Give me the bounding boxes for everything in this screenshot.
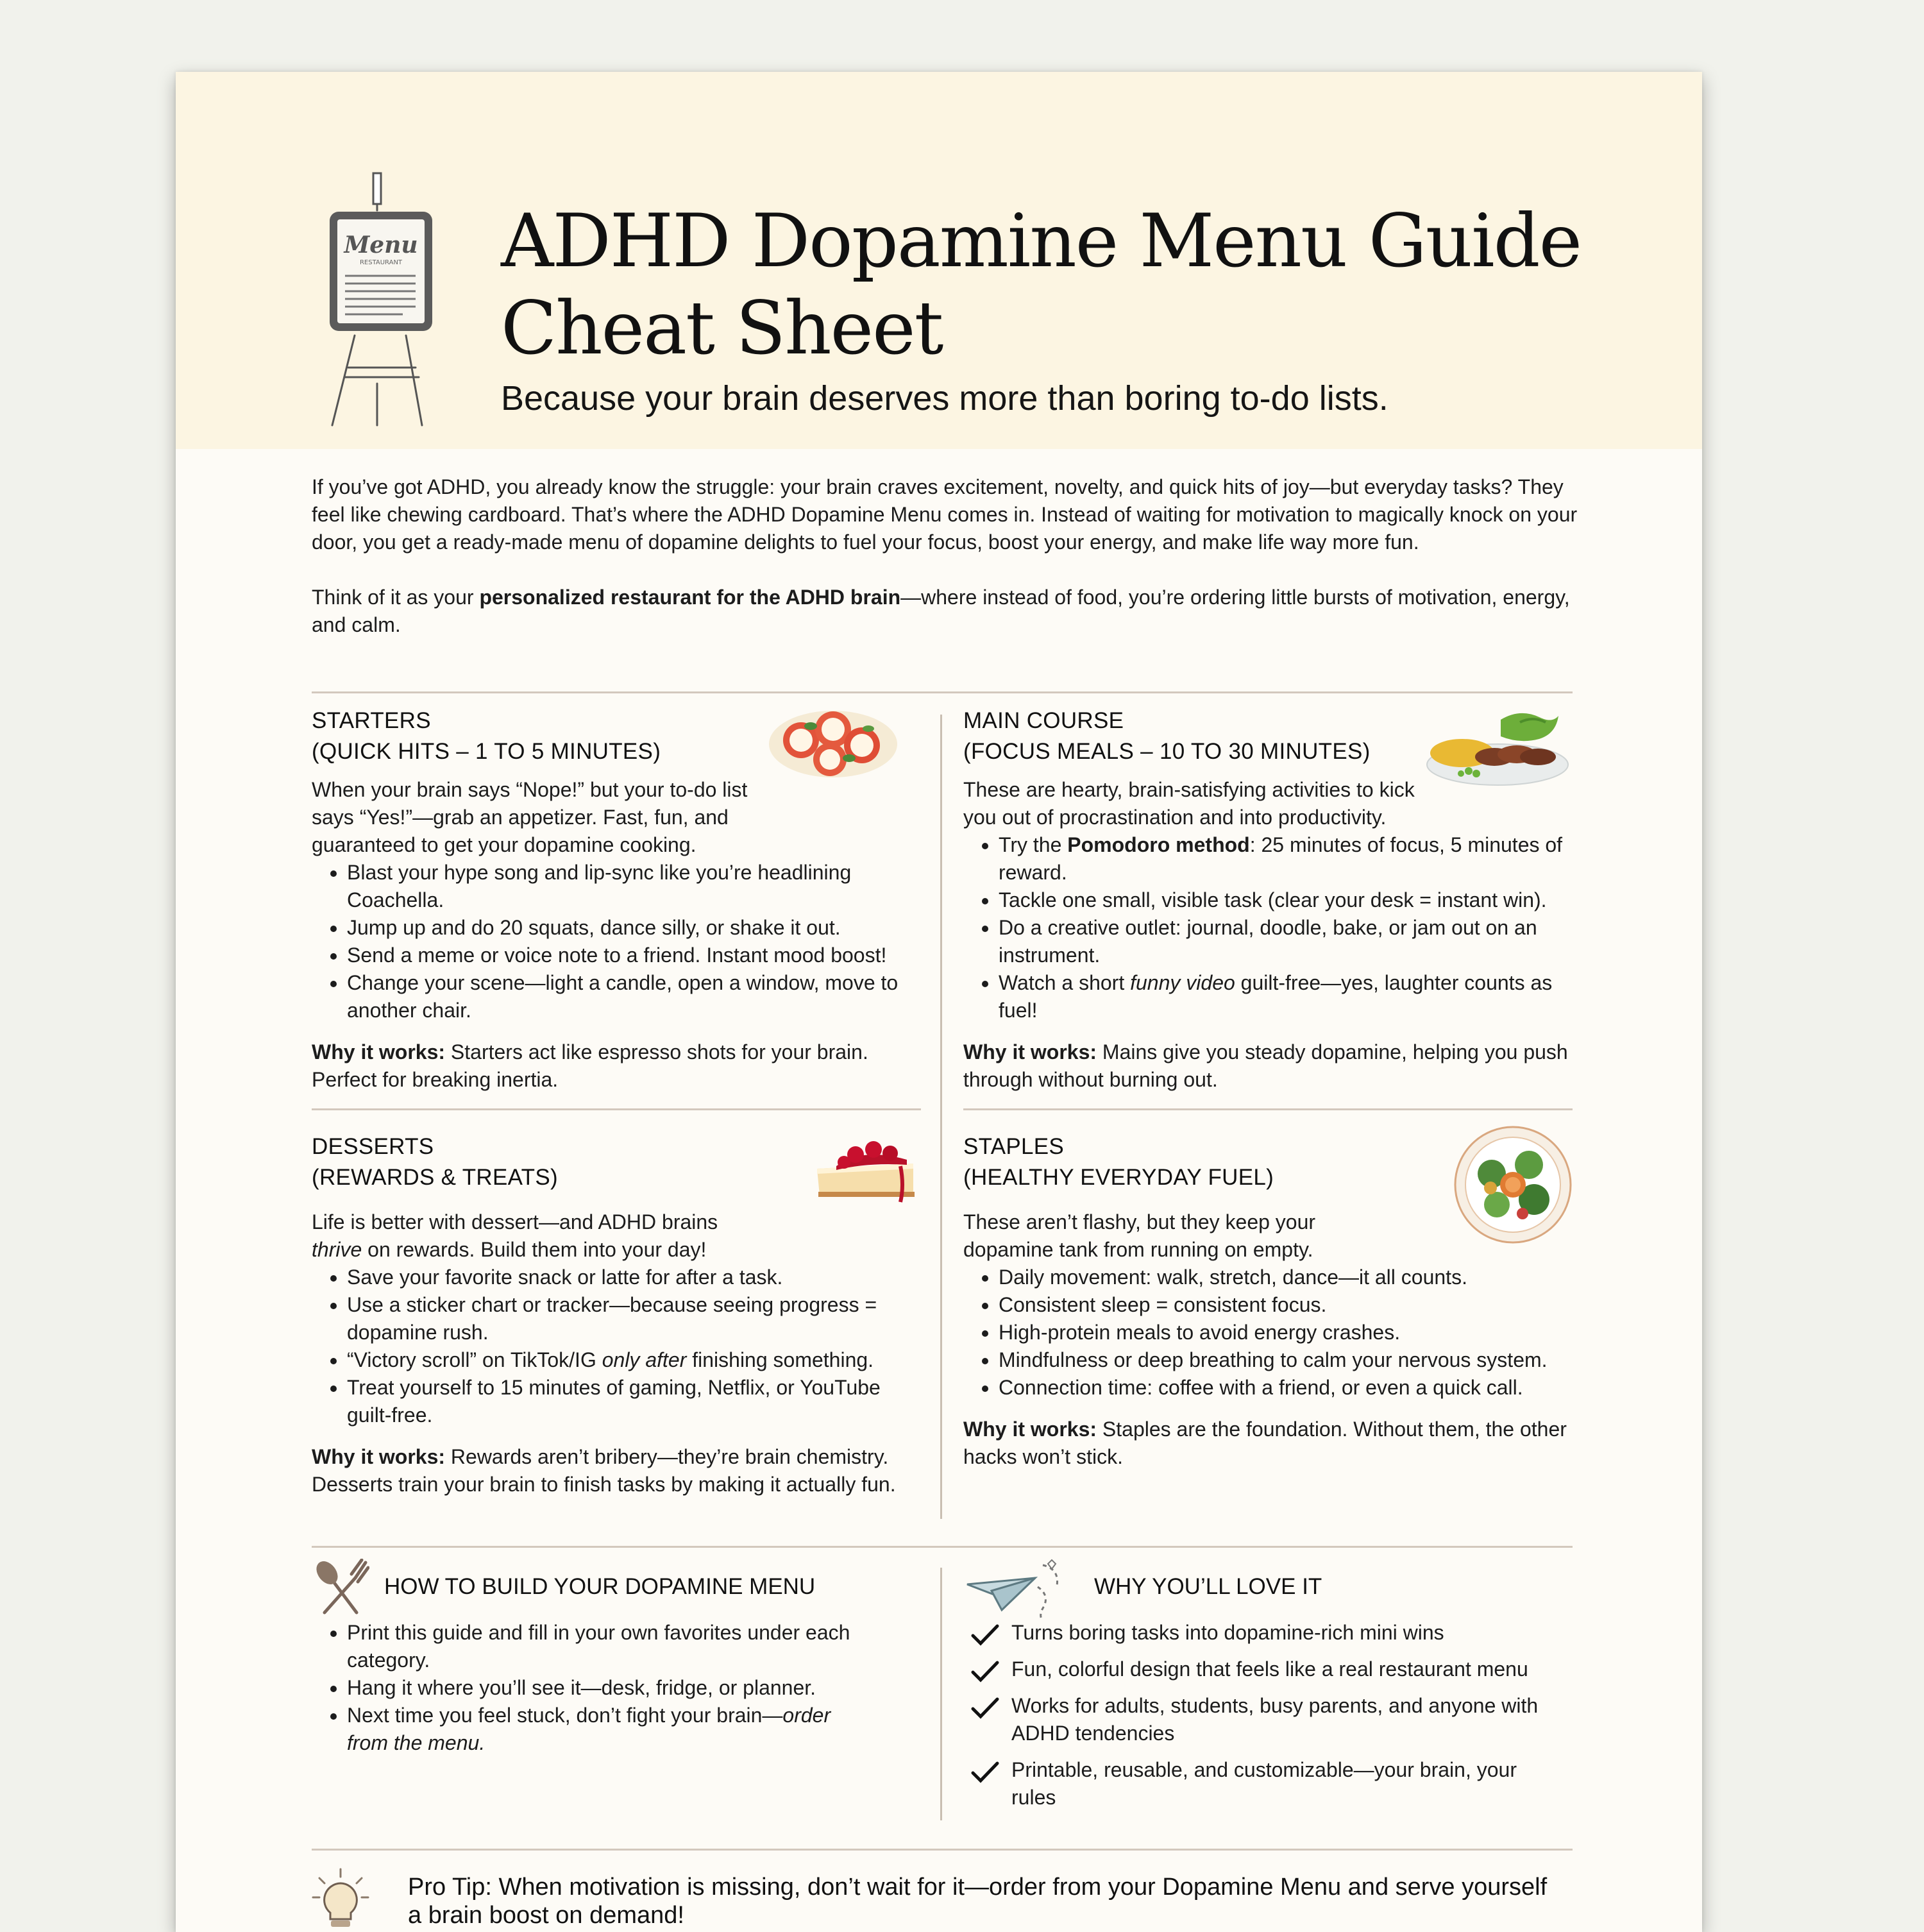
why-text: Mains give you steady dopamine, helping you push through without burning out. (963, 1040, 1568, 1091)
list-item: • Save your favorite snack or latte for after a task. (347, 1264, 921, 1291)
caprese-salad-icon (766, 700, 900, 784)
why-text: Starters act like espresso shots for your brain. Perfect for breaking inertia. (312, 1040, 868, 1091)
desserts-heading: DESSERTS (312, 1134, 434, 1159)
salad-bowl-icon (1452, 1124, 1574, 1246)
list-item: • Tackle one small, visible task (clear your desk = instant win). (999, 886, 1573, 914)
paper-plane-icon (966, 1559, 1075, 1623)
check-item (971, 1756, 1561, 1811)
item-bold: Pomodoro method (1067, 833, 1250, 856)
page-title: ADHD Dopamine Menu Guide Cheat Sheet (501, 198, 1582, 371)
cherry-cheesecake-icon (811, 1124, 920, 1207)
check-icon (971, 1661, 999, 1682)
check-icon (971, 1624, 999, 1646)
item-text: “Victory scroll” on TikTok/IG (347, 1348, 602, 1371)
starters-heading: STARTERS (312, 708, 431, 733)
list-item: • Treat yourself to 15 minutes of gaming, Netflix, or YouTube guilt-free. (347, 1374, 921, 1429)
check-item-text: Printable, reusable, and customizable—your brain, your rules (1011, 1758, 1517, 1809)
list-item: • Change your scene—light a candle, open a window, move to another chair. (347, 969, 921, 1024)
check-icon (971, 1761, 999, 1783)
divider-vertical-upper (940, 715, 942, 1519)
intro (312, 473, 1582, 639)
list-item: • High-protein meals to avoid energy crashes. (999, 1319, 1573, 1346)
desserts-list (312, 1264, 921, 1429)
main-course-heading: MAIN COURSE (963, 708, 1124, 733)
item-text: Watch a short (999, 971, 1131, 994)
list-item: • Mindfulness or deep breathing to calm your nervous system. (999, 1346, 1573, 1374)
check-item-text: Fun, colorful design that feels like a real restaurant menu (1011, 1657, 1528, 1681)
divider-vertical-lower (940, 1568, 942, 1820)
list-item: • Connection time: coffee with a friend, or even a quick call. (999, 1374, 1573, 1402)
item-text: Try the (999, 833, 1068, 856)
intro-p2-text-end: —where instead of food, you’re ordering little bursts of motivation, energy, and calm. (312, 586, 1570, 636)
love-heading: WHY YOU’LL LOVE IT (1094, 1574, 1322, 1599)
why-label: Why it works: (312, 1445, 446, 1468)
easel-menu-icon (326, 172, 441, 428)
check-item-text: Turns boring tasks into dopamine-rich mini wins (1011, 1621, 1444, 1644)
list-item: • Print this guide and fill in your own favorites under each category. (347, 1619, 857, 1674)
item-italic: order from the menu. (347, 1704, 831, 1754)
list-item (347, 1702, 857, 1757)
easel-logo-text: Menu (344, 232, 418, 258)
starters-list (312, 859, 921, 1024)
check-item (971, 1656, 1561, 1683)
item-text-end: finishing something. (686, 1348, 874, 1371)
check-item (971, 1619, 1561, 1647)
item-text-end: : 25 minutes of focus, 5 minutes of reward. (999, 833, 1563, 884)
list-item: • Send a meme or voice note to a friend. Instant mood boost! (347, 942, 921, 969)
intro-paragraph-1: If you’ve got ADHD, you already know the struggle: your brain craves excitement, novelty, and quick hits of joy—but everyday tasks? They feel like chewing cardboard. That’s where the ADHD Dopamine Menu comes in. Instead of waiting for motivation to magically knock on your door, you get a ready-made menu of dopamine delights to fuel your focus, boost your energy, and make life way more fun. (312, 475, 1578, 554)
list-item: • Daily movement: walk, stretch, dance—it all counts. (999, 1264, 1573, 1291)
main-course-subheading: (FOCUS MEALS – 10 TO 30 MINUTES) (963, 739, 1371, 764)
easel-logo-subtext: RESTAURANT (359, 259, 403, 266)
staples-why (963, 1416, 1573, 1471)
main-course-why (963, 1038, 1573, 1094)
desc-text: Life is better with dessert—and ADHD brains (312, 1210, 718, 1233)
intro-p2-bold: personalized restaurant for the ADHD brain (479, 586, 901, 609)
build-list (312, 1619, 857, 1757)
desc-italic: thrive (312, 1238, 362, 1261)
build-heading: HOW TO BUILD YOUR DOPAMINE MENU (384, 1574, 816, 1599)
list-item (347, 1346, 921, 1374)
pro-tip: Pro Tip: When motivation is missing, don’t wait for it—order from your Dopamine Menu and serve yourself a brain boost on demand! (408, 1874, 1548, 1929)
steak-salad-plate-icon (1424, 707, 1571, 790)
main-course-description: These are hearty, brain-satisfying activities to kick you out of procrastination and into productivity. (963, 778, 1415, 829)
item-text-end: guilt-free—yes, laughter counts as fuel! (999, 971, 1553, 1022)
staples-description: These aren’t flashy, but they keep your dopamine tank from running on empty. (963, 1210, 1316, 1261)
love-list (971, 1619, 1561, 1820)
check-icon (971, 1697, 999, 1719)
divider-right-mid (963, 1108, 1573, 1110)
desserts-description (312, 1208, 748, 1264)
list-item: • Use a sticker chart or tracker—because seeing progress = dopamine rush. (347, 1291, 921, 1346)
lightbulb-icon (312, 1868, 369, 1932)
list-item (999, 969, 1573, 1024)
starters-subheading: (QUICK HITS – 1 TO 5 MINUTES) (312, 739, 661, 764)
item-text: Next time you feel stuck, don’t fight your brain— (347, 1704, 783, 1727)
item-italic: funny video (1130, 971, 1235, 994)
why-text: Rewards aren’t bribery—they’re brain chemistry. Desserts train your brain to finish tasks by making it actually fun. (312, 1445, 896, 1496)
divider-lower (312, 1546, 1573, 1548)
list-item: • Jump up and do 20 squats, dance silly, or shake it out. (347, 914, 921, 942)
why-text: Staples are the foundation. Without them, the other hacks won’t stick. (963, 1418, 1567, 1468)
page-subtitle: Because your brain deserves more than boring to-do lists. (501, 379, 1388, 418)
desserts-subheading: (REWARDS & TREATS) (312, 1165, 558, 1190)
intro-paragraph-2 (312, 584, 1582, 639)
divider-top (312, 691, 1573, 693)
desserts-why (312, 1443, 921, 1498)
check-item-text: Works for adults, students, busy parents, and anyone with ADHD tendencies (1011, 1694, 1539, 1745)
check-item (971, 1692, 1561, 1747)
cheat-sheet-page (176, 72, 1702, 1932)
list-item: • Hang it where you’ll see it—desk, fridge, or planner. (347, 1674, 857, 1702)
main-course-list (963, 831, 1573, 1024)
divider-left-mid (312, 1108, 921, 1110)
list-item: • Consistent sleep = consistent focus. (999, 1291, 1573, 1319)
fork-spoon-icon (312, 1559, 369, 1618)
why-label: Why it works: (963, 1040, 1097, 1063)
header-band (176, 72, 1702, 449)
intro-p2-text: Think of it as your (312, 586, 480, 609)
staples-subheading: (HEALTHY EVERYDAY FUEL) (963, 1165, 1274, 1190)
list-item: • Do a creative outlet: journal, doodle, bake, or jam out on an instrument. (999, 914, 1573, 969)
list-item: • Blast your hype song and lip-sync like you’re headlining Coachella. (347, 859, 921, 914)
item-italic: only after (602, 1348, 687, 1371)
staples-heading: STAPLES (963, 1134, 1065, 1159)
staples-list (963, 1264, 1573, 1402)
why-label: Why it works: (963, 1418, 1097, 1441)
why-label: Why it works: (312, 1040, 446, 1063)
list-item (999, 831, 1573, 886)
desc-text-end: on rewards. Build them into your day! (362, 1238, 707, 1261)
starters-description: When your brain says “Nope!” but your to-do list says “Yes!”—grab an appetizer. Fast, fun, and guaranteed to get your dopamine cooking. (312, 778, 748, 856)
divider-bottom (312, 1849, 1573, 1851)
starters-why (312, 1038, 921, 1094)
